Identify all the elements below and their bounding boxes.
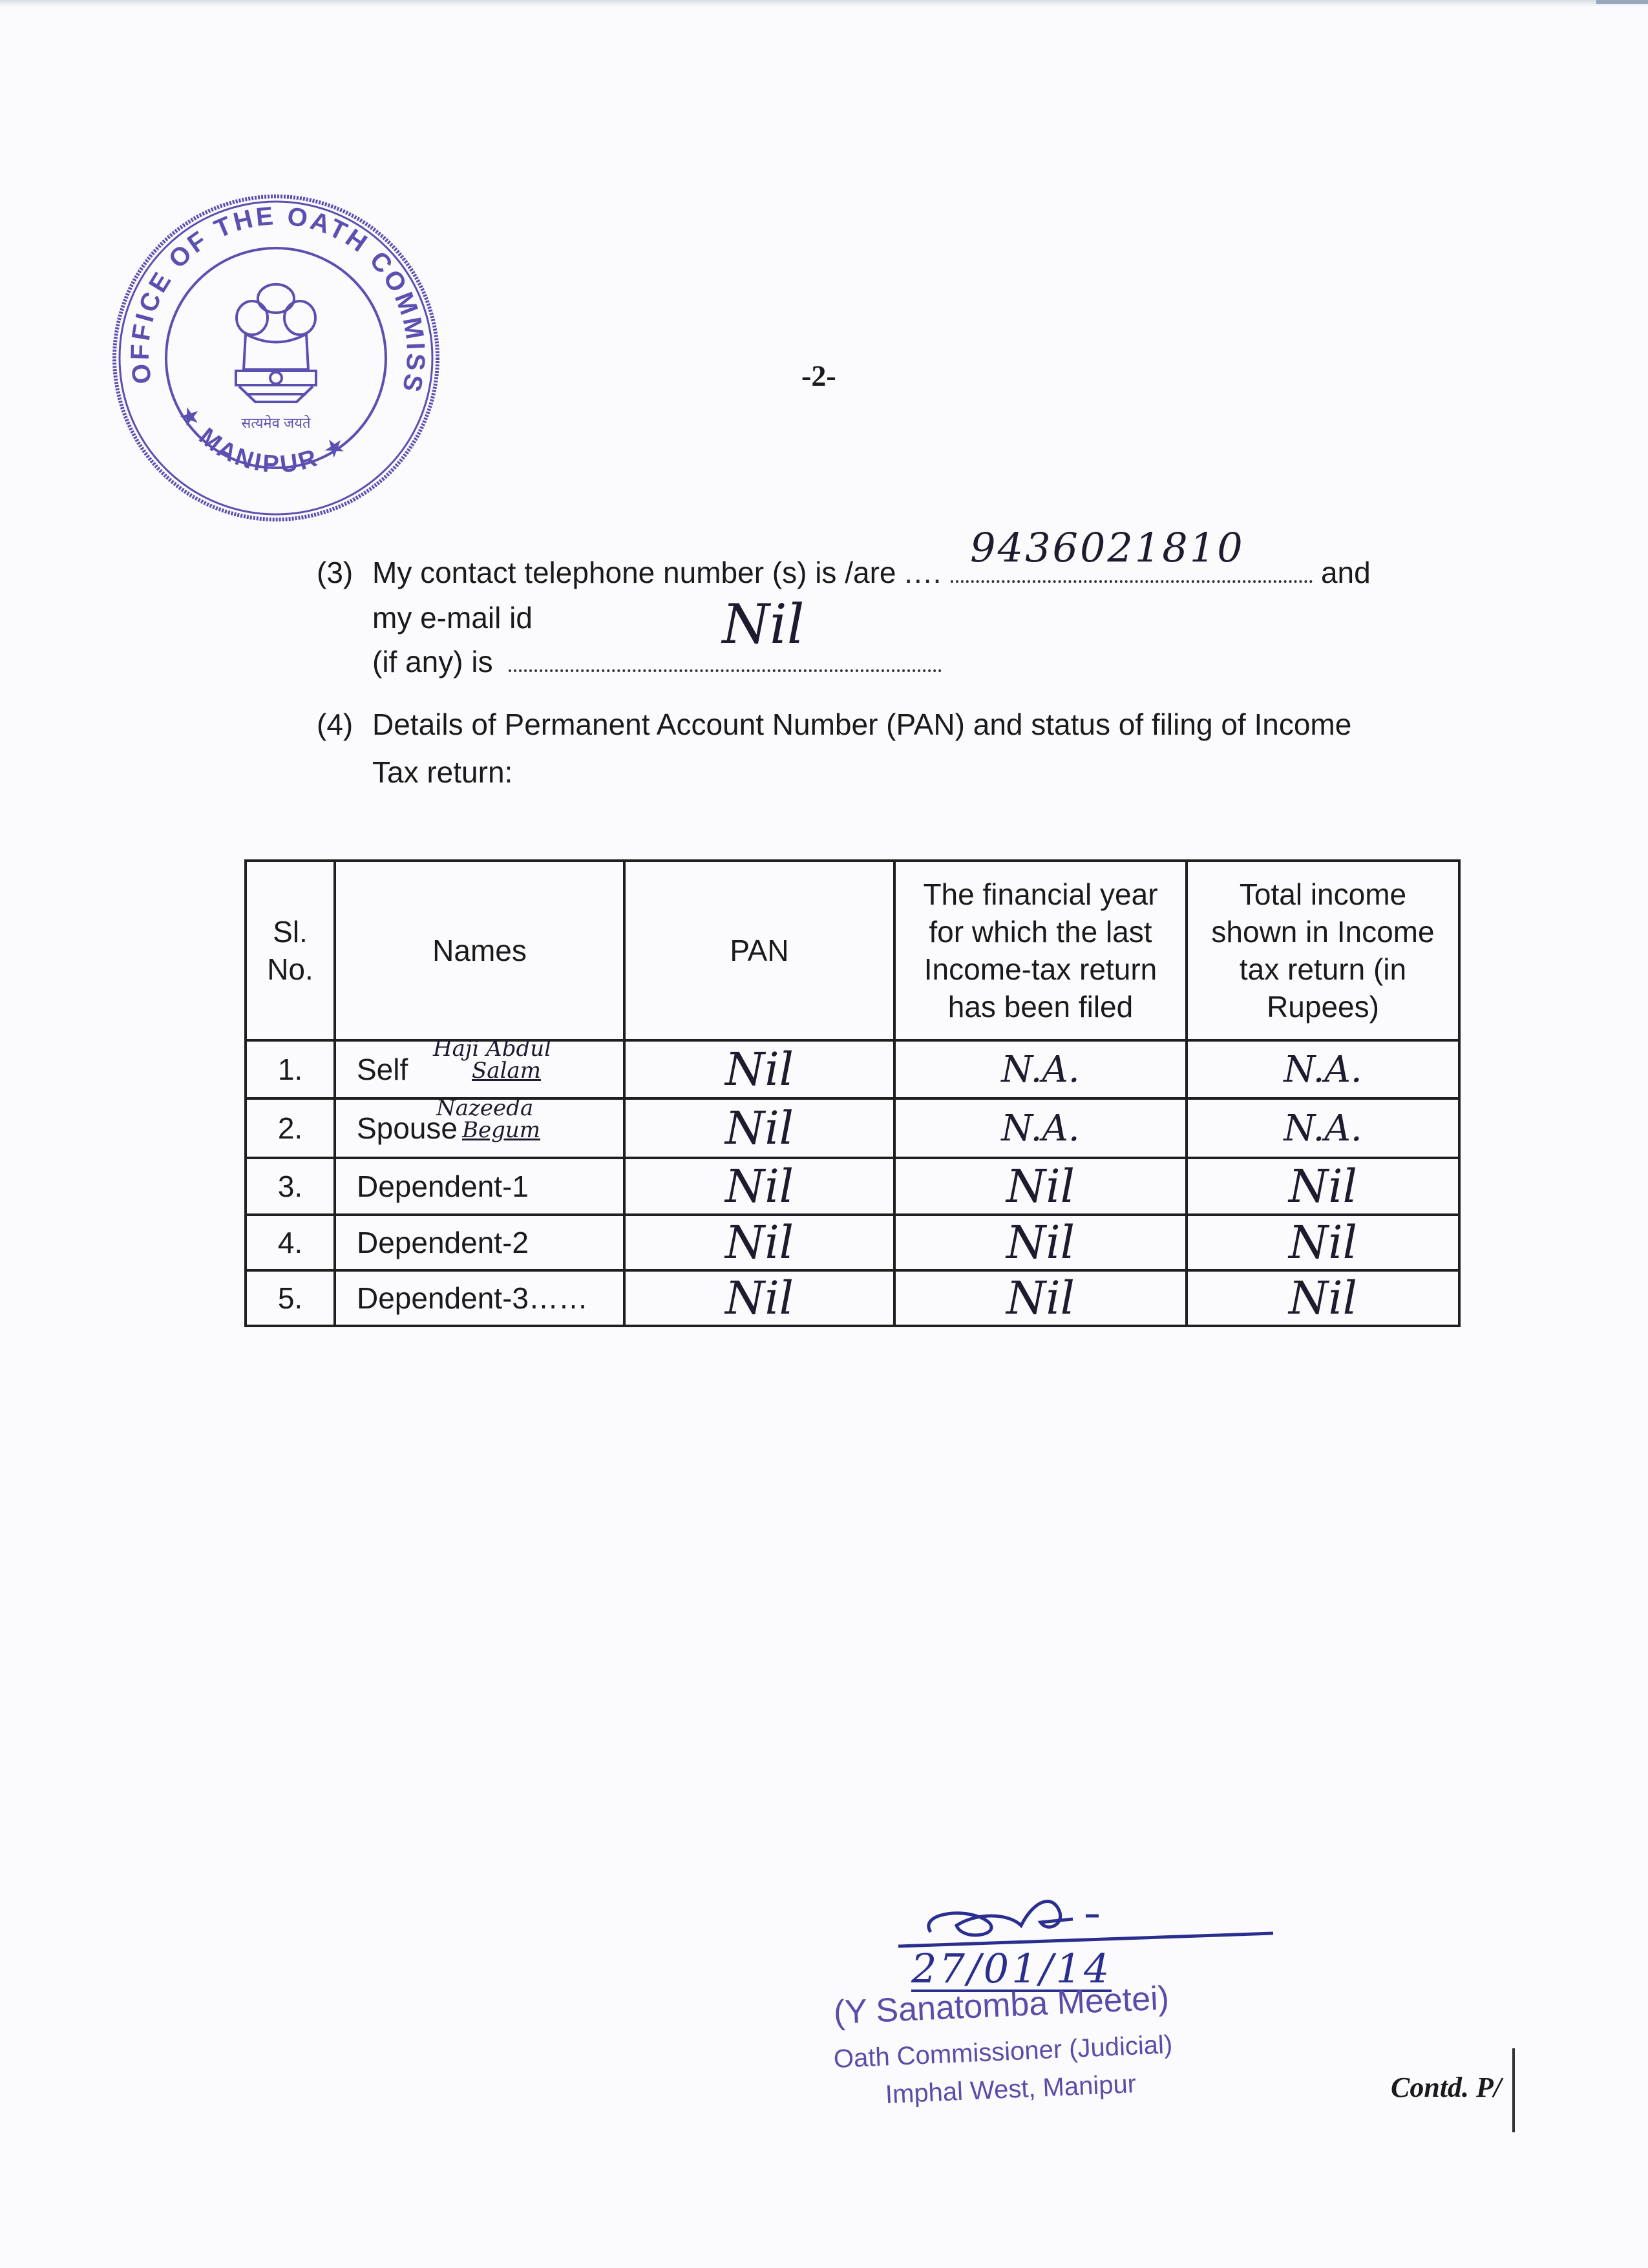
header-fy-line-4: has been filed: [947, 990, 1134, 1024]
row-pan: [624, 1158, 894, 1215]
row-income: [1187, 1270, 1459, 1326]
item-4-number: (4): [317, 708, 354, 741]
row-pan-value: Nil: [724, 1102, 794, 1155]
item-3-number: (3): [317, 556, 354, 589]
row-pan: [624, 1215, 894, 1270]
row-name: Dependent-2: [335, 1215, 624, 1270]
row-name-handwritten-2: Begum: [462, 1117, 541, 1143]
row-fy-value: Nil: [1006, 1160, 1075, 1213]
row-name: Self: [357, 1053, 408, 1086]
emblem-icon: [236, 284, 316, 402]
pan-income-table: [244, 859, 1461, 1327]
row-name-handwritten: [433, 1038, 551, 1082]
row-pan: [624, 1040, 894, 1098]
row-fy-value: Nil: [1006, 1272, 1075, 1325]
email-handwritten: Nil: [722, 593, 805, 656]
scan-edge-mark: [1596, 0, 1648, 4]
item-4-line-2: Tax return:: [372, 755, 513, 789]
row-income: [1187, 1158, 1459, 1215]
stamp-motto: सत्यमेव जयते: [241, 415, 311, 431]
table-header-row: [246, 861, 1459, 1040]
header-sl-line-2: No.: [267, 952, 313, 986]
row-income: [1187, 1040, 1459, 1098]
phone-after-text: and: [1320, 556, 1371, 589]
email-label-line-1: my e-mail id: [372, 601, 533, 635]
row-pan-value: Nil: [724, 1272, 794, 1325]
page-fold-edge: [1512, 2048, 1515, 2132]
row-income-value: Nil: [1288, 1160, 1358, 1213]
row-pan-value: Nil: [724, 1160, 794, 1213]
header-sl-no: [246, 861, 335, 1040]
row-fy-value: N.A.: [1001, 1107, 1080, 1150]
stamp-seal-graphic: [107, 189, 446, 528]
row-name: Dependent-3……: [335, 1270, 624, 1326]
row-pan: [624, 1098, 894, 1158]
row-income-value: Nil: [1288, 1216, 1358, 1269]
row-sl: 3.: [246, 1158, 335, 1215]
page-top-edge: [0, 0, 1648, 6]
row-fy: [894, 1098, 1187, 1158]
row-pan-value: Nil: [724, 1216, 794, 1269]
row-pan-value: Nil: [724, 1043, 794, 1096]
svg-text:OFFICE OF THE OATH COMMISSIONE: [107, 189, 430, 397]
header-income-line-1: Total income: [1239, 877, 1407, 911]
row-fy: [894, 1158, 1187, 1215]
row-income-value: N.A.: [1284, 1048, 1362, 1091]
row-sl: 4.: [246, 1215, 335, 1270]
row-fy: [894, 1215, 1187, 1270]
continued-marker: Contd. P/: [1391, 2072, 1502, 2103]
header-financial-year: [894, 861, 1187, 1040]
page-number: -2-: [801, 359, 836, 392]
row-name-cell: [335, 1036, 624, 1098]
row-name-cell: [335, 1095, 624, 1158]
phone-field: [951, 524, 1313, 583]
stamp-ring-text: OFFICE OF THE OATH COMMISS: [125, 202, 430, 397]
row-fy: [894, 1270, 1187, 1326]
table-row: [246, 1270, 1459, 1326]
row-sl: 2.: [246, 1098, 335, 1158]
signatory-title: Oath Commissioner (Judicial): [833, 2030, 1174, 2074]
row-income: [1187, 1215, 1459, 1270]
row-sl: 1.: [246, 1040, 335, 1098]
row-name: Spouse: [357, 1111, 458, 1145]
header-names: Names: [335, 861, 624, 1040]
row-pan: [624, 1270, 894, 1326]
phone-dots-lead: ....: [904, 556, 943, 589]
contact-phone-line: [372, 524, 1467, 596]
row-income-value: N.A.: [1284, 1107, 1362, 1150]
phone-handwritten: 9436021810: [970, 524, 1245, 571]
row-name-handwritten-1: Nazeeda: [436, 1095, 534, 1121]
row-fy: [894, 1040, 1187, 1098]
row-name-handwritten-1: Haji Abdul: [433, 1036, 551, 1062]
table-row: [246, 1040, 1459, 1098]
row-name-handwritten-2: Salam: [472, 1058, 541, 1084]
header-total-income: [1187, 861, 1459, 1040]
row-name-handwritten: [436, 1097, 540, 1141]
row-income: [1187, 1098, 1459, 1158]
email-label: (if any) is: [372, 645, 493, 678]
phone-label: My contact telephone number (s) is /are: [372, 556, 896, 589]
table-row: [246, 1215, 1459, 1270]
row-income-value: Nil: [1288, 1272, 1358, 1325]
header-sl-line-1: Sl.: [273, 915, 308, 949]
header-pan: PAN: [624, 861, 894, 1040]
row-name: Dependent-1: [335, 1158, 624, 1215]
header-fy-line-3: Income-tax return: [924, 952, 1157, 986]
header-income-line-3: tax return (in: [1239, 952, 1407, 986]
row-fy-value: Nil: [1006, 1216, 1075, 1269]
header-fy-line-1: The financial year: [923, 877, 1158, 911]
header-income-line-4: Rupees): [1267, 990, 1379, 1024]
row-fy-value: N.A.: [1001, 1048, 1080, 1091]
item-4-line-1: Details of Permanent Account Number (PAN) and status of filing of Income: [372, 708, 1352, 741]
table-row: [246, 1098, 1459, 1158]
header-fy-line-2: for which the last: [929, 915, 1152, 949]
stamp-bottom-text: ★ MANIPUR ★: [172, 400, 354, 479]
signature-date: 27/01/14: [911, 1945, 1112, 1992]
table-row: [246, 1158, 1459, 1215]
signatory-name: (Y Sanatomba Meetei): [832, 1979, 1170, 2032]
row-sl: 5.: [246, 1270, 335, 1326]
signatory-place: Imphal West, Manipur: [885, 2070, 1137, 2109]
header-income-line-2: shown in Income: [1211, 915, 1435, 949]
svg-text:★ MANIPUR ★: [173, 400, 354, 478]
official-stamp: [107, 189, 446, 528]
email-field: [509, 593, 942, 672]
